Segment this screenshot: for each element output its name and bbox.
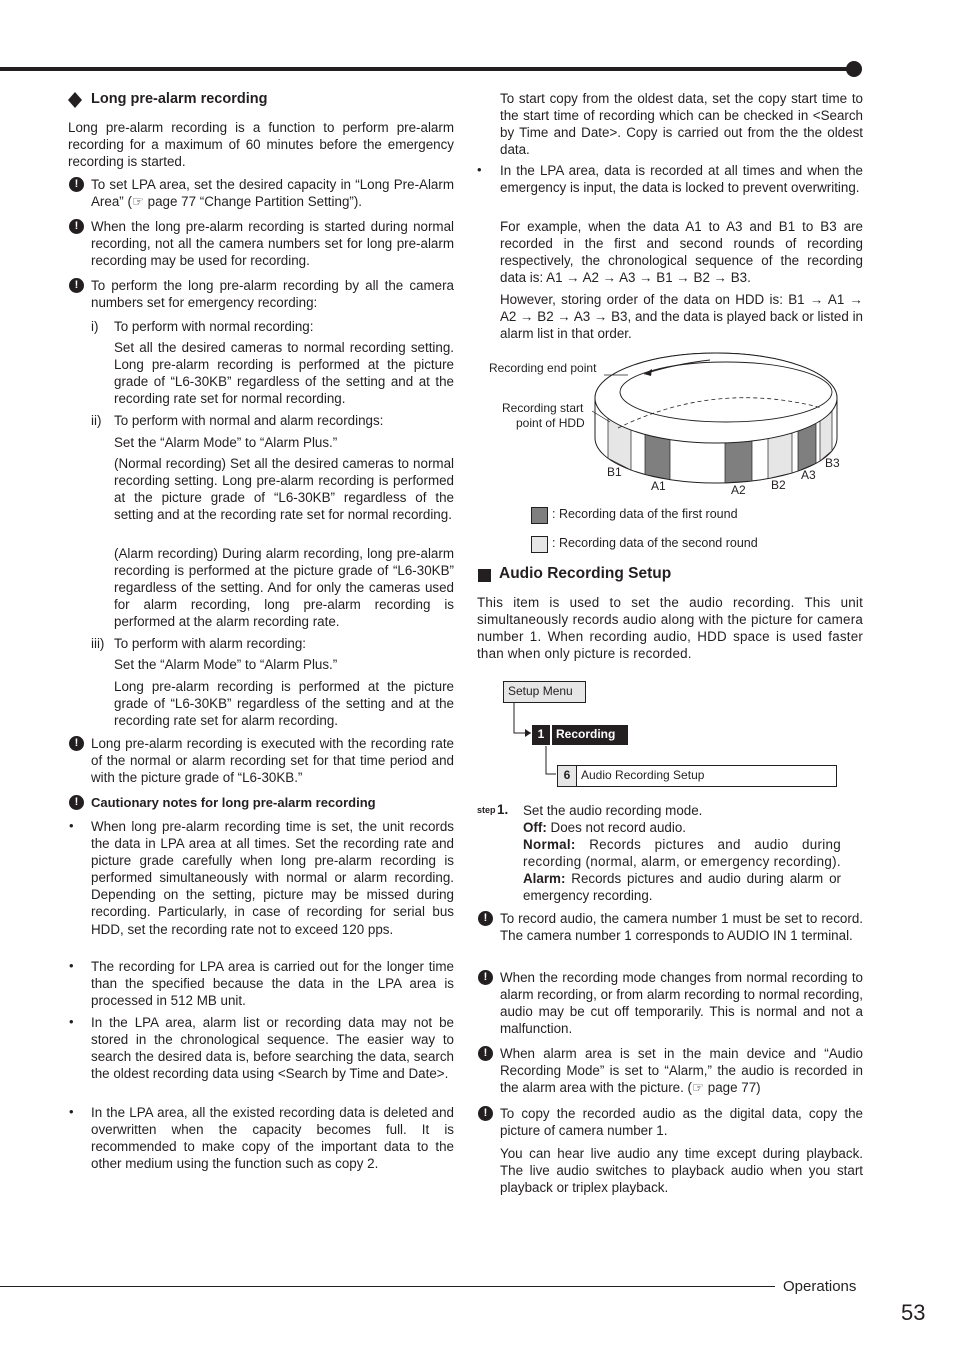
note-alarm-area: When alarm area is set in the main device and “Audio Recording Mode” is set to “Alarm,” the audio is recorded in the alarm area with the picture. (☞ page 77) xyxy=(500,1046,863,1096)
square-icon xyxy=(478,569,491,582)
item-iii-set: Set the “Alarm Mode” to “Alarm Plus.” xyxy=(114,657,338,672)
lpa-intro: Long pre-alarm recording is a function to perform pre-alarm recording for a maximum of 60 minutes before the emergency recording is started. xyxy=(68,120,454,170)
footer-section: Operations xyxy=(783,1278,857,1295)
recording-start-label-2: point of HDD xyxy=(516,416,585,430)
item-ii-text: To perform with normal and alarm recordings: xyxy=(114,413,384,428)
exclamation-circle-icon: ! xyxy=(478,911,493,926)
item-ii-label: ii) xyxy=(91,413,102,428)
top-rule-dot xyxy=(846,61,862,77)
storing-order: However, storing order of the data on HDD is: B1 → A1 → A2 → B2 → A3 → B3, and the data is played back or listed in alarm list in that order. xyxy=(500,292,863,342)
recording-start-label-1: Recording start xyxy=(502,401,584,415)
exclamation-circle-icon: ! xyxy=(478,1106,493,1121)
mode-off xyxy=(523,819,843,836)
note-audio-camera1: To record audio, the camera number 1 must be set to record. The camera number 1 corresponds to AUDIO IN 1 terminal. xyxy=(500,911,863,944)
top-rule xyxy=(0,67,854,71)
item-ii-normal: (Normal recording) Set all the desired cameras to normal recording setting. Long pre-alarm recording is performed at the picture grade of “L6-30KB” regardless of the setting and at the recording rate set for normal recording. xyxy=(114,456,454,523)
bullet-dot: • xyxy=(69,1014,74,1029)
footer-rule xyxy=(0,1286,775,1287)
segment-label-a3: A3 xyxy=(801,468,816,482)
setup-menu-box: Setup Menu xyxy=(503,681,586,703)
note-all-cameras: To perform the long pre-alarm recording by all the camera numbers set for emergency recording: xyxy=(91,278,454,311)
item-i-label: i) xyxy=(91,319,99,334)
note-lpa-rate: Long pre-alarm recording is executed with the recording rate of the normal or alarm recording set for that time period and with the picture grade of “L6-30KB.” xyxy=(91,736,454,786)
legend-swatch-first xyxy=(531,507,548,524)
bullet-dot: • xyxy=(69,1104,74,1119)
sequence-example: For example, when the data A1 to A3 and B1 to B3 are recorded in the first and second rounds of recording respectively, the chronological sequence of the recording data is: A1 → A2 → A3 → B1 → B2 → B3. xyxy=(500,219,863,286)
note-copy-audio: To copy the recorded audio as the digital data, copy the picture of camera number 1. xyxy=(500,1106,863,1139)
item-ii-alarm: (Alarm recording) During alarm recording, long pre-alarm recording is performed at the picture grade of “L6-30KB” regardless of the setting. And for only the cameras used for alarm recording, long pre-alarm recording is performed at the alarm recording rate. xyxy=(114,546,454,630)
mode-alarm-text: Records pictures and audio during alarm or emergency recording. xyxy=(523,871,841,904)
segment-label-a1: A1 xyxy=(651,479,666,493)
item-ii-set: Set the “Alarm Mode” to “Alarm Plus.” xyxy=(114,435,338,450)
caution-title: Cautionary notes for long pre-alarm recording xyxy=(91,795,376,810)
caution-bullet-3: In the LPA area, alarm list or recording data may not be stored in the chronological sequence. The easier way to search the desired data is, before searching the data, search the oldest recording data using <Search by Time and Date>. xyxy=(91,1015,454,1082)
hdd-ring-diagram xyxy=(470,350,870,560)
step-number: 1. xyxy=(497,802,509,817)
step-label: step xyxy=(477,805,496,815)
legend-first-round: : Recording data of the first round xyxy=(552,507,738,521)
diamond-icon xyxy=(68,92,82,108)
step-text: Set the audio recording mode. xyxy=(523,803,703,818)
bullet-dot: • xyxy=(69,958,74,973)
audio-setup-num-badge: 6 xyxy=(557,765,577,787)
caution-bullet-1: When long pre-alarm recording time is set, the unit records the data in LPA area at all times. Set the recording rate and picture grade carefully when long pre-alarm recording is performed simultaneously with normal or alarm recording. Depending on the setting, picture may be missed during recording. Particularly, in case of recording for serial bus HDD, set the recording rate not to exceed 120 pps. xyxy=(91,819,454,937)
mode-normal-label: Normal: xyxy=(523,837,576,852)
segment-a1 xyxy=(645,434,670,479)
recording-end-point-label: Recording end point xyxy=(489,361,597,375)
item-iii-text: To perform with alarm recording: xyxy=(114,636,306,651)
note-lpa-area: To set LPA area, set the desired capacity in “Long Pre-Alarm Area” (☞ page 77 “Change Partition Setting”). xyxy=(91,177,454,210)
legend-second-round: : Recording data of the second round xyxy=(552,536,758,550)
copy-start-para: To start copy from the oldest data, set the copy start time to the start time of recording which can be checked in <Search by Time and Date>. Copy is carried out from the the oldest data. xyxy=(500,91,863,158)
live-audio-para: You can hear live audio any time except during playback. The live audio switches to playback audio when you start playback or triplex playback. xyxy=(500,1146,863,1196)
mode-alarm xyxy=(523,870,841,904)
exclamation-circle-icon: ! xyxy=(69,795,84,810)
caution-bullet-4: In the LPA area, all the existed recording data is deleted and overwritten when the capacity becomes full. It is recommended to make copy of the important data to the other medium using the function such as copy 2. xyxy=(91,1105,454,1172)
mode-off-label: Off: xyxy=(523,820,547,835)
note-normal-start: When the long pre-alarm recording is started during normal recording, not all the camera numbers set for long pre-alarm recording may be used for recording. xyxy=(91,219,454,269)
exclamation-circle-icon: ! xyxy=(69,736,84,751)
item-iii-body: Long pre-alarm recording is performed at the picture grade of “L6-30KB” regardless of the setting and at the recording rate set for alarm recording. xyxy=(114,679,454,729)
mode-normal-text: Records pictures and audio during recording (normal, alarm, or emergency recording). xyxy=(523,837,841,870)
mode-normal xyxy=(523,836,841,870)
segment-label-a2: A2 xyxy=(731,483,746,497)
note-mode-change: When the recording mode changes from normal recording to alarm recording, or from alarm recording to normal recording, audio may be cut off temporarily. This is normal and not a malfunction. xyxy=(500,970,863,1037)
segment-b2 xyxy=(768,433,792,479)
bullet-dot: • xyxy=(477,162,482,177)
segment-label-b3: B3 xyxy=(825,456,840,470)
section-title-lpa: Long pre-alarm recording xyxy=(91,91,268,107)
exclamation-circle-icon: ! xyxy=(69,278,84,293)
menu-path-lines xyxy=(505,700,565,790)
caution-bullet-2: The recording for LPA area is carried out for the longer time than the specified because the data in the LPA area is processed in 512 MB unit. xyxy=(91,959,454,1009)
audio-setup-menu-item: Audio Recording Setup xyxy=(576,765,837,787)
item-iii-label: iii) xyxy=(91,636,105,651)
recording-num-badge: 1 xyxy=(532,725,550,745)
exclamation-circle-icon: ! xyxy=(478,970,493,985)
exclamation-circle-icon: ! xyxy=(478,1046,493,1061)
mode-off-text: Does not record audio. xyxy=(546,820,686,835)
exclamation-circle-icon: ! xyxy=(69,177,84,192)
section-title-audio: Audio Recording Setup xyxy=(499,565,672,582)
exclamation-circle-icon: ! xyxy=(69,219,84,234)
item-i-body: Set all the desired cameras to normal recording setting. Long pre-alarm recording is performed at the picture grade of “L6-30KB” regardless of the setting and at the recording rate set for normal recording. xyxy=(114,340,454,407)
mode-alarm-label: Alarm: xyxy=(523,871,566,886)
legend-swatch-second xyxy=(531,536,548,553)
segment-label-b2: B2 xyxy=(771,478,786,492)
item-i-text: To perform with normal recording: xyxy=(114,319,314,334)
recording-menu-item: Recording xyxy=(552,725,628,745)
segment-label-b1: B1 xyxy=(607,465,622,479)
segment-a2 xyxy=(725,441,752,483)
audio-intro: This item is used to set the audio recording. This unit simultaneously records audio along with the picture for camera number 1. When recording audio, HDD space is used faster than when only picture is recorded. xyxy=(477,595,863,662)
bullet-dot: • xyxy=(69,818,74,833)
page-number: 53 xyxy=(901,1300,926,1325)
lpa-lock-bullet: In the LPA area, data is recorded at all times and when the emergency is input, the data is locked to prevent overwriting. xyxy=(500,163,863,196)
